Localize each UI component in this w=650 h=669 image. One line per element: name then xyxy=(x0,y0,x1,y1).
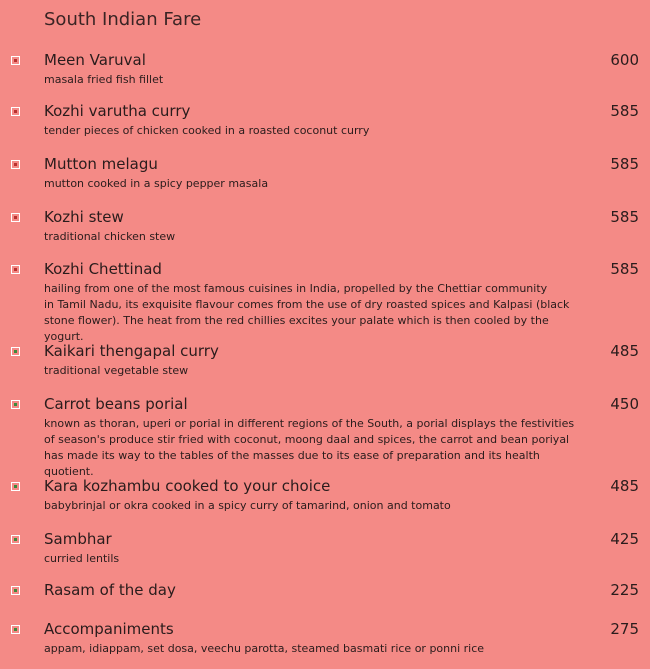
veg-icon xyxy=(11,535,20,544)
description-line: of season's produce stir fried with coconut, moong daal and spices, the carrot and bean poriyal xyxy=(44,433,570,446)
item-price: 425 xyxy=(610,530,639,548)
item-name: Kozhi Chettinad xyxy=(44,260,162,278)
nonveg-icon xyxy=(11,107,20,116)
item-description xyxy=(44,416,584,480)
description-line: babybrinjal or okra cooked in a spicy curry of tamarind, onion and tomato xyxy=(44,499,451,512)
description-line: tender pieces of chicken cooked in a roasted coconut curry xyxy=(44,124,370,137)
description-line: traditional vegetable stew xyxy=(44,364,189,377)
veg-icon xyxy=(11,586,20,595)
item-description xyxy=(44,281,584,345)
item-price: 450 xyxy=(610,395,639,413)
description-line: mutton cooked in a spicy pepper masala xyxy=(44,177,269,190)
item-description xyxy=(44,641,584,657)
section-title: South Indian Fare xyxy=(44,9,202,30)
item-name: Meen Varuval xyxy=(44,51,146,69)
description-line: stone flower). The heat from the red chillies excites your palate which is then cooled by the yogurt. xyxy=(44,314,549,343)
description-line: traditional chicken stew xyxy=(44,230,176,243)
nonveg-icon xyxy=(11,265,20,274)
item-description xyxy=(44,363,584,379)
item-name: Accompaniments xyxy=(44,620,174,638)
item-name: Rasam of the day xyxy=(44,581,176,599)
item-price: 585 xyxy=(610,155,639,173)
veg-icon xyxy=(11,400,20,409)
item-price: 585 xyxy=(610,260,639,278)
item-price: 585 xyxy=(610,102,639,120)
item-price: 585 xyxy=(610,208,639,226)
description-line: in Tamil Nadu, its exquisite flavour comes from the use of dry roasted spices and Kalpasi (black xyxy=(44,298,570,311)
item-description xyxy=(44,123,584,139)
item-description xyxy=(44,72,584,88)
item-description xyxy=(44,551,584,567)
item-name: Sambhar xyxy=(44,530,112,548)
item-name: Kara kozhambu cooked to your choice xyxy=(44,477,331,495)
description-line: hailing from one of the most famous cuisines in India, propelled by the Chettiar community xyxy=(44,282,548,295)
item-price: 225 xyxy=(610,581,639,599)
description-line: curried lentils xyxy=(44,552,120,565)
nonveg-icon xyxy=(11,160,20,169)
item-price: 600 xyxy=(610,51,639,69)
description-line: appam, idiappam, set dosa, veechu parotta, steamed basmati rice or ponni rice xyxy=(44,642,485,655)
nonveg-icon xyxy=(11,56,20,65)
item-price: 275 xyxy=(610,620,639,638)
veg-icon xyxy=(11,482,20,491)
item-price: 485 xyxy=(610,342,639,360)
description-line: known as thoran, uperi or porial in different regions of the South, a porial displays the festivities xyxy=(44,417,575,430)
item-name: Carrot beans porial xyxy=(44,395,188,413)
veg-icon xyxy=(11,347,20,356)
item-name: Kaikari thengapal curry xyxy=(44,342,219,360)
item-name: Mutton melagu xyxy=(44,155,158,173)
item-description xyxy=(44,229,584,245)
veg-icon xyxy=(11,625,20,634)
nonveg-icon xyxy=(11,213,20,222)
item-name: Kozhi stew xyxy=(44,208,124,226)
item-description xyxy=(44,176,584,192)
item-name: Kozhi varutha curry xyxy=(44,102,191,120)
item-description xyxy=(44,498,584,514)
description-line: masala fried fish fillet xyxy=(44,73,164,86)
item-price: 485 xyxy=(610,477,639,495)
description-line: has made its way to the tables of the masses due to its ease of preparation and its health quotient. xyxy=(44,449,540,478)
